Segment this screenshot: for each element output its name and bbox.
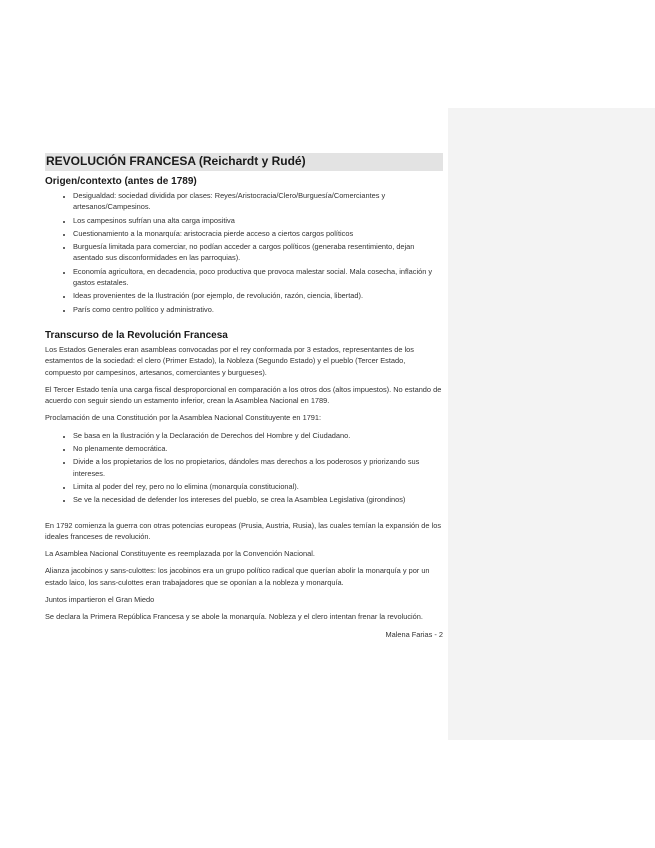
transcurso-heading: Transcurso de la Revolución Francesa bbox=[45, 329, 228, 341]
spacer bbox=[45, 508, 443, 520]
paragraph: Juntos impartieron el Gran Miedo bbox=[45, 595, 155, 605]
paragraph: El Tercer Estado tenía una carga fiscal desproporcional en comparación a los otros dos (altos impuestos). No estando de acuerdo con seguir siendo un estamento inferior, crean la Asamblea Nacional en 1789. bbox=[45, 384, 442, 406]
list-item: • Desigualdad: sociedad dividida por clases: Reyes/Aristocracia/Clero/Burguesía/Comerciantes y artesanos/Campesinos. bbox=[73, 190, 443, 213]
list-item: • No plenamente democrática. bbox=[73, 443, 443, 454]
paragraph: Proclamación de una Constitución por la Asamblea Nacional Constituyente en 1791: bbox=[45, 413, 322, 423]
list-item: • Cuestionamiento a la monarquía: aristocracia pierde acceso a ciertos cargos políticos bbox=[73, 228, 443, 239]
page-title: REVOLUCIÓN FRANCESA (Reichardt y Rudé) bbox=[45, 153, 443, 171]
paragraph: La Asamblea Nacional Constituyente es reemplazada por la Convención Nacional. bbox=[45, 549, 315, 559]
list-item: • Divide a los propietarios de los no propietarios, dándoles mas derechos a los poderosos y priorizando sus intereses. bbox=[73, 456, 443, 479]
paragraph: En 1792 comienza la guerra con otras potencias europeas (Prusia, Austria, Rusia), las cuales temían la expansión de los ideales franceses de revolución. bbox=[45, 520, 442, 541]
list-item: • Se basa en la Ilustración y la Declaración de Derechos del Hombre y del Ciudadano. bbox=[73, 430, 443, 441]
list-item: • Economía agricultora, en decadencia, poco productiva que provoca malestar social. Mala cosecha, inflación y gastos estatales. bbox=[73, 266, 443, 289]
list-item: • Los campesinos sufrían una alta carga impositiva bbox=[73, 215, 443, 226]
origen-heading: Origen/contexto (antes de 1789) bbox=[45, 176, 197, 187]
page-footer: Malena Farias - 2 bbox=[385, 629, 443, 639]
comment-margin bbox=[448, 108, 655, 740]
list-item: • Ideas provenientes de la Ilustración (por ejemplo, de revolución, razón, ciencia, libertad). bbox=[73, 290, 443, 301]
list-item: • Se ve la necesidad de defender los intereses del pueblo, se crea la Asamblea Legislativa (girondinos) bbox=[73, 494, 443, 505]
paragraph: Alianza jacobinos y sans-culottes: los jacobinos era un grupo político radical que querían abolir la monarquía y por un estado laico, los sans-culottes eran trabajadores que se oponían a la nobleza y monarquía. bbox=[45, 566, 430, 587]
document-content bbox=[45, 153, 443, 640]
list-item: • Burguesía limitada para comerciar, no podían acceder a cargos políticos (generaba resentimiento, dejan asentado sus disconformidades en las parroquias). bbox=[73, 241, 443, 264]
paragraph: Los Estados Generales eran asambleas convocadas por el rey conformada por 3 estados, representantes de los estamentos de la sociedad: el clero (Primer Estado), la Nobleza (Segundo Estado) y el pueblo (Tercer Estado, compuesto por campesinos, artesanos, comerciantes y burgueses). bbox=[45, 344, 414, 377]
origen-list bbox=[45, 190, 443, 315]
constitution-list bbox=[45, 430, 443, 506]
list-item: • París como centro político y administrativo. bbox=[73, 304, 443, 315]
paragraph: Se declara la Primera República Francesa y se abole la monarquía. Nobleza y el clero intentan frenar la revolución. bbox=[45, 612, 423, 622]
list-item: • Limita al poder del rey, pero no lo elimina (monarquía constitucional). bbox=[73, 481, 443, 492]
